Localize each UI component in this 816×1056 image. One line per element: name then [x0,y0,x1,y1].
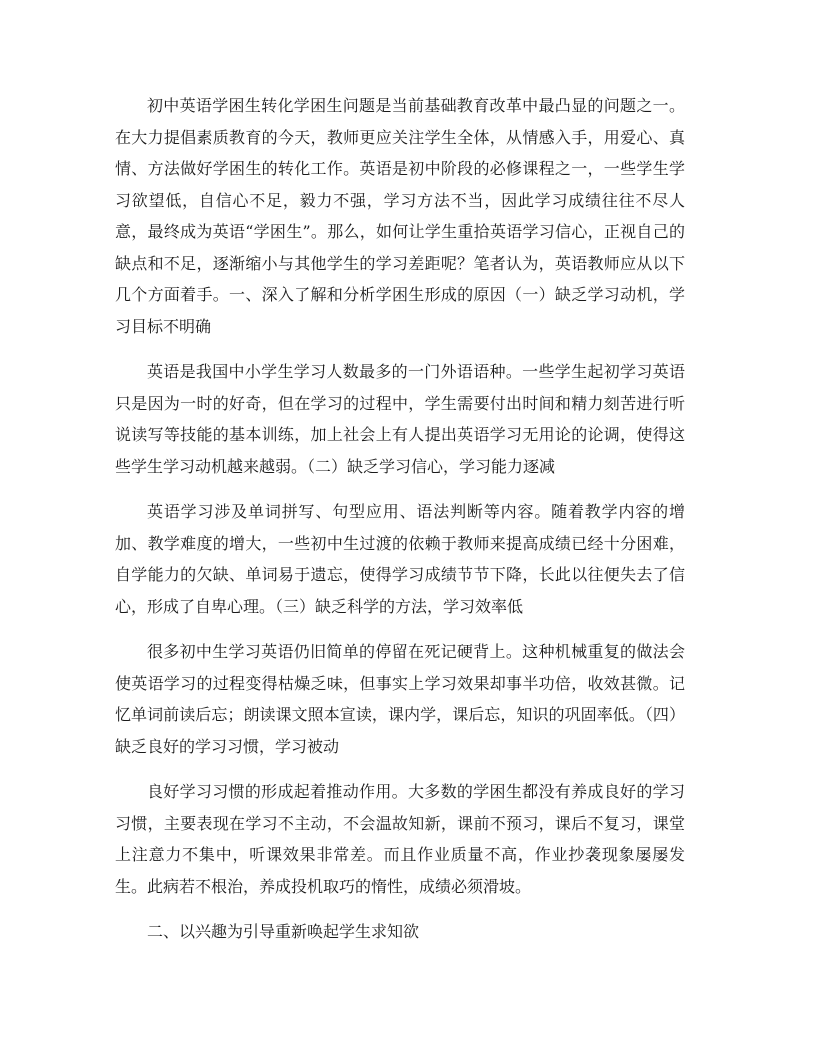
paragraph-confidence: 英语学习涉及单词拼写、句型应用、语法判断等内容。随着教学内容的增加、教学难度的增大，一些初中生过渡的依赖于教师来提高成绩已经十分困难，自学能力的欠缺、单词易于遗忘，使得学习成绩节节下降，长此以往便失去了信心，形成了自卑心理。（三）缺乏科学的方法，学习效率低 [115,502,685,616]
paragraph-method: 很多初中生学习英语仍旧简单的停留在死记硬背上。这种机械重复的做法会使英语学习的过程变得枯燥乏味，但事实上学习效果却事半功倍，收效甚微。记忆单词前读后忘；朗读课文照本宣读，课内学，课后忘，知识的巩固率低。（四）缺乏良好的学习习惯，学习被动 [115,642,685,756]
section-heading-interest: 二、以兴趣为引导重新唤起学生求知欲 [147,922,420,941]
paragraph-intro: 初中英语学困生转化学困生问题是当前基础教育改革中最凸显的问题之一。在大力提倡素质教育的今天，教师更应关注学生全体，从情感入手，用爱心、真情、方法做好学困生的转化工作。英语是初中阶段的必修课程之一，一些学生学习欲望低，自信心不足，毅力不强，学习方法不当，因此学习成绩往往不尽人意，最终成为英语“学困生”。那么，如何让学生重拾英语学习信心，正视自己的缺点和不足，逐渐缩小与其他学生的学习差距呢？笔者认为，英语教师应从以下几个方面着手。一、深入了解和分析学困生形成的原因（一）缺乏学习动机，学习目标不明确 [115,96,685,336]
document-body [115,90,685,962]
paragraph-motivation: 英语是我国中小学生学习人数最多的一门外语语种。一些学生起初学习英语只是因为一时的好奇，但在学习的过程中，学生需要付出时间和精力刻苦进行听说读写等技能的基本训练，加上社会上有人提出英语学习无用论的论调，使得这些学生学习动机越来越弱。（二）缺乏学习信心，学习能力逐减 [115,362,685,476]
paragraph-habits: 良好学习习惯的形成起着推动作用。大多数的学困生都没有养成良好的学习习惯，主要表现在学习不主动，不会温故知新，课前不预习，课后不复习，课堂上注意力不集中，听课效果非常差。而且作业质量不高，作业抄袭现象屡屡发生。此病若不根治，养成投机取巧的惰性，成绩必须滑坡。 [115,782,685,896]
